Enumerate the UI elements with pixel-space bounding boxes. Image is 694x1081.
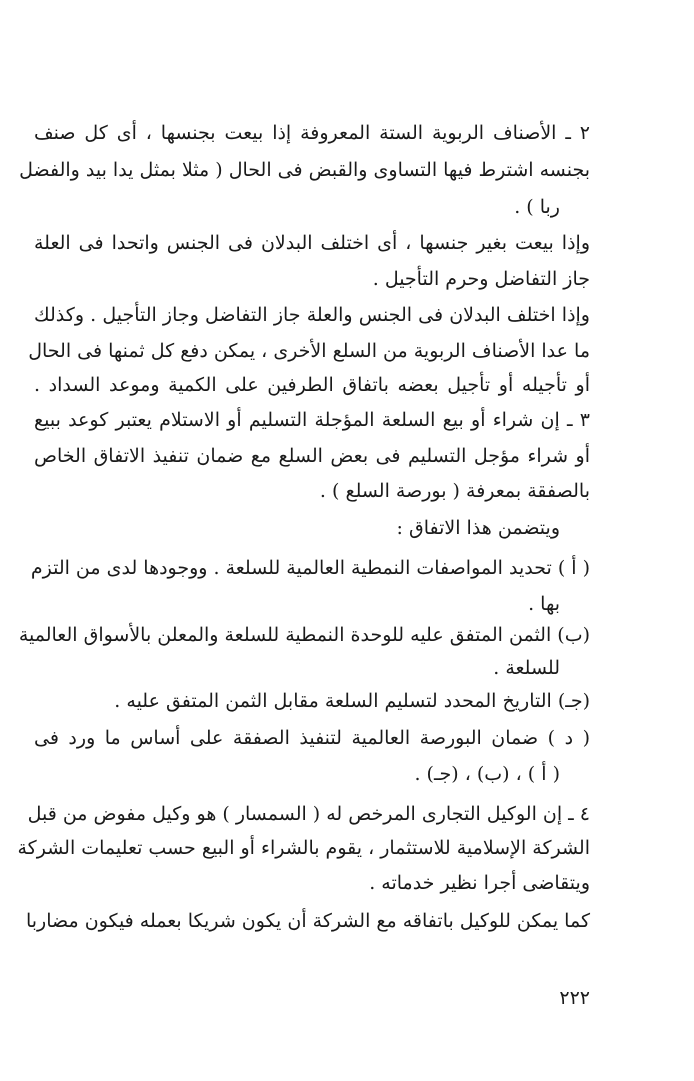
text-line: (ب) الثمن المتفق عليه للوحدة النمطية للسلعة والمعلن بالأسواق العالمية [18,624,590,646]
text-line: وإذا اختلف البدلان فى الجنس والعلة جاز التفاضل وجاز التأجيل . وكذلك [34,304,590,326]
text-line: الشركة الإسلامية للاستثمار ، يقوم بالشراء أو البيع حسب تعليمات الشركة [17,837,590,859]
text-line: أو شراء مؤجل التسليم فى بعض السلع مع ضمان تنفيذ الاتفاق الخاص [34,445,590,467]
text-line: جاز التفاضل وحرم التأجيل . [372,268,590,290]
text-line: ويتضمن هذا الاتفاق : [396,517,560,539]
text-line: ربا ) . [514,196,560,218]
text-line: كما يمكن للوكيل باتفاقه مع الشركة أن يكون شريكا بعمله فيكون مضاربا [25,910,590,932]
text-line: ٤ ـ إن الوكيل التجارى المرخص له ( السمسار ) هو وكيل مفوض من قبل [27,803,590,825]
text-line: ( د ) ضمان البورصة العالمية لتنفيذ الصفقة على أساس ما ورد فى [34,727,590,749]
text-line: وإذا بيعت بغير جنسها ، أى اختلف البدلان فى الجنس واتحدا فى العلة [34,232,590,254]
text-line: ما عدا الأصناف الربوية من السلع الأخرى ، يمكن دفع كل ثمنها فى الحال [28,340,590,362]
text-line: ٢ ـ الأصناف الربوية الستة المعروفة إذا بيعت بجنسها ، أى كل صنف [34,122,590,144]
text-line: بجنسه اشترط فيها التساوى والقبض فى الحال ( مثلا بمثل يدا بيد والفضل [19,159,590,181]
text-line: بالصفقة بمعرفة ( بورصة السلع ) . [319,480,590,502]
page-number: ٢٢٢ [559,987,590,1009]
text-line: (جـ) التاريخ المحدد لتسليم السلعة مقابل الثمن المتفق عليه . [114,690,590,712]
text-line: أو تأجيله أو تأجيل بعضه باتفاق الطرفين على الكمية وموعد السداد . [34,374,590,396]
text-line: ٣ ـ إن شراء أو بيع السلعة المؤجلة التسليم أو الاستلام يعتبر كوعد ببيع [34,409,590,431]
text-line: بها . [528,593,560,615]
text-line: ويتقاضى أجرا نظير خدماته . [369,872,590,894]
text-line: ( أ ) تحديد المواصفات النمطية العالمية للسلعة . ووجودها لدى من التزم [30,557,590,579]
text-line: ( أ ) ، (ب) ، (جـ) . [414,763,560,785]
text-line: للسلعة . [493,657,560,679]
